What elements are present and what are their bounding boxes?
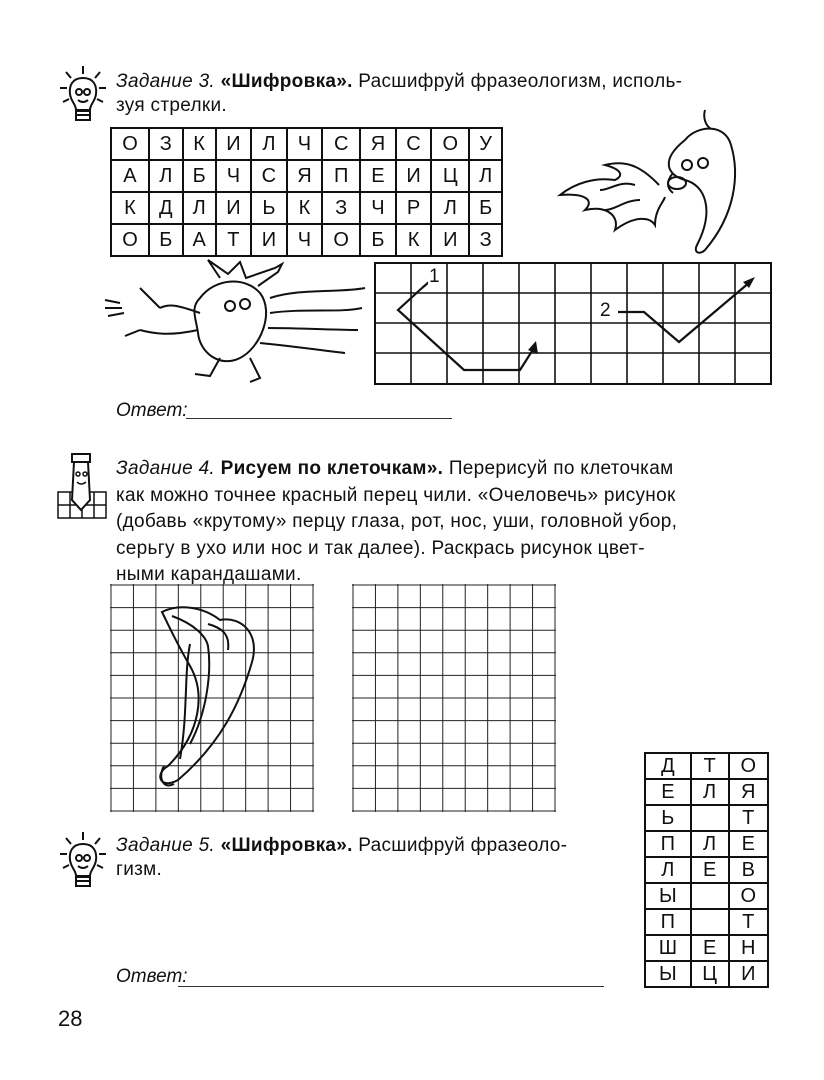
grid-cell: И [216,192,251,224]
grid-cell: К [111,192,149,224]
drawing-grid-with-pepper [110,584,314,812]
task5-text [116,834,636,882]
grid-cell: И [216,128,251,160]
grid-row [645,935,768,961]
grid-cell: Л [691,831,729,857]
task5-answer-label: Ответ: [116,966,188,987]
grid-cell: П [322,160,360,192]
grid-cell: К [396,224,432,256]
grid-cell: Б [149,224,183,256]
task4-text [116,456,780,589]
task5-title: «Шифровка». [220,835,353,856]
grid-cell: О [111,128,149,160]
grid-cell: Е [729,831,769,857]
grid-row [645,831,768,857]
grid-cell: З [469,224,502,256]
grid-cell: Е [360,160,396,192]
lightbulb-icon [58,64,108,126]
empty-drawing-grid[interactable] [352,584,556,812]
grid-cell: Т [729,805,769,831]
grid-cell: Е [691,857,729,883]
grid-row [111,128,502,160]
task4-text-line3: (добавь «крутому» перцу глаза, рот, нос, уши, головной убор, [116,511,678,532]
task5-answer-line[interactable] [178,986,604,987]
grid-row [645,779,768,805]
grid-cell: Ы [645,883,691,909]
grid-cell: Л [431,192,469,224]
grid-cell: Л [183,192,216,224]
task4-title: Рисуем по клеточкам». [220,458,444,479]
grid-row [645,883,768,909]
arrow1-label: 1 [429,266,440,287]
grid-cell: Л [149,160,183,192]
grid-cell: Т [729,909,769,935]
grid-cell: Л [469,160,502,192]
grid-cell: П [645,909,691,935]
task3-letter-grid [110,127,503,257]
grid-cell: И [251,224,287,256]
grid-cell: Д [149,192,183,224]
grid-cell: У [469,128,502,160]
grid-cell: К [183,128,216,160]
grid-cell: Я [729,779,769,805]
task3-prefix: Задание 3. [116,71,216,92]
task3-text-line1: Расшифруй фразеологизм, исполь- [358,71,683,92]
grid-cell: О [111,224,149,256]
grid-row [645,961,768,987]
task5-prefix: Задание 5. [116,835,216,856]
grid-cell: Р [396,192,432,224]
task4-text-line4: серьгу в ухо или нос и так далее). Раскрась рисунок цвет- [116,537,645,559]
task3-answer-label: Ответ: [116,400,188,421]
grid-cell: Б [360,224,396,256]
grid-cell [691,883,729,909]
grid-cell: З [149,128,183,160]
arrow2-label: 2 [600,300,611,321]
grid-cell: С [396,128,432,160]
task3-title: «Шифровка». [220,71,353,92]
grid-cell: О [729,883,769,909]
grid-cell: А [183,224,216,256]
task4-text-line5: ными карандашами. [116,564,302,585]
grid-cell: Ч [216,160,251,192]
task4-text-line2: как можно точнее красный перец чили. «Очеловечь» рисунок [116,484,676,506]
grid-cell: Л [251,128,287,160]
grid-cell: Ч [287,128,323,160]
pepper-fire-illustration [555,105,755,260]
grid-cell: Ч [287,224,323,256]
grid-cell: Ь [645,805,691,831]
grid-cell: О [729,753,769,779]
grid-cell: В [729,857,769,883]
grid-cell: Ь [251,192,287,224]
grid-cell: Я [287,160,323,192]
grid-cell: Т [691,753,729,779]
grid-cell: О [431,128,469,160]
task5-text-line1: Расшифруй фразеоло- [358,835,568,856]
grid-cell: Е [645,779,691,805]
grid-cell: З [322,192,360,224]
grid-cell: С [251,160,287,192]
grid-row [645,753,768,779]
task5-text-line2: гизм. [116,859,163,880]
grid-cell: Е [691,935,729,961]
grid-cell: Ч [360,192,396,224]
grid-row [645,857,768,883]
grid-row [111,192,502,224]
task4-text-line1: Перерисуй по клеточкам [448,458,674,479]
grid-cell: Б [183,160,216,192]
grid-cell: И [729,961,769,987]
grid-row [645,909,768,935]
grid-cell: Т [216,224,251,256]
task3-text-line2: зуя стрелки. [116,95,227,116]
pencil-grid-icon [56,452,108,520]
grid-cell: О [322,224,360,256]
grid-row [645,805,768,831]
grid-cell: Ц [691,961,729,987]
lightbulb-icon-2 [58,830,108,892]
grid-cell: Я [360,128,396,160]
grid-cell: К [287,192,323,224]
grid-cell: И [396,160,432,192]
grid-cell [691,805,729,831]
grid-cell: Д [645,753,691,779]
grid-cell: Б [469,192,502,224]
grid-cell: С [322,128,360,160]
grid-cell [691,909,729,935]
task3-answer-line[interactable] [186,418,452,419]
grid-row [111,224,502,256]
grid-cell: Ы [645,961,691,987]
grid-cell: Л [645,857,691,883]
grid-cell: Л [691,779,729,805]
running-pepper-illustration [100,258,370,388]
grid-cell: Н [729,935,769,961]
grid-cell: П [645,831,691,857]
page-number: 28 [58,1006,83,1031]
grid-cell: Ц [431,160,469,192]
grid-cell: И [431,224,469,256]
grid-cell: Ш [645,935,691,961]
grid-cell: А [111,160,149,192]
grid-row [111,160,502,192]
task5-letter-grid [644,752,769,988]
task4-prefix: Задание 4. [116,458,216,479]
